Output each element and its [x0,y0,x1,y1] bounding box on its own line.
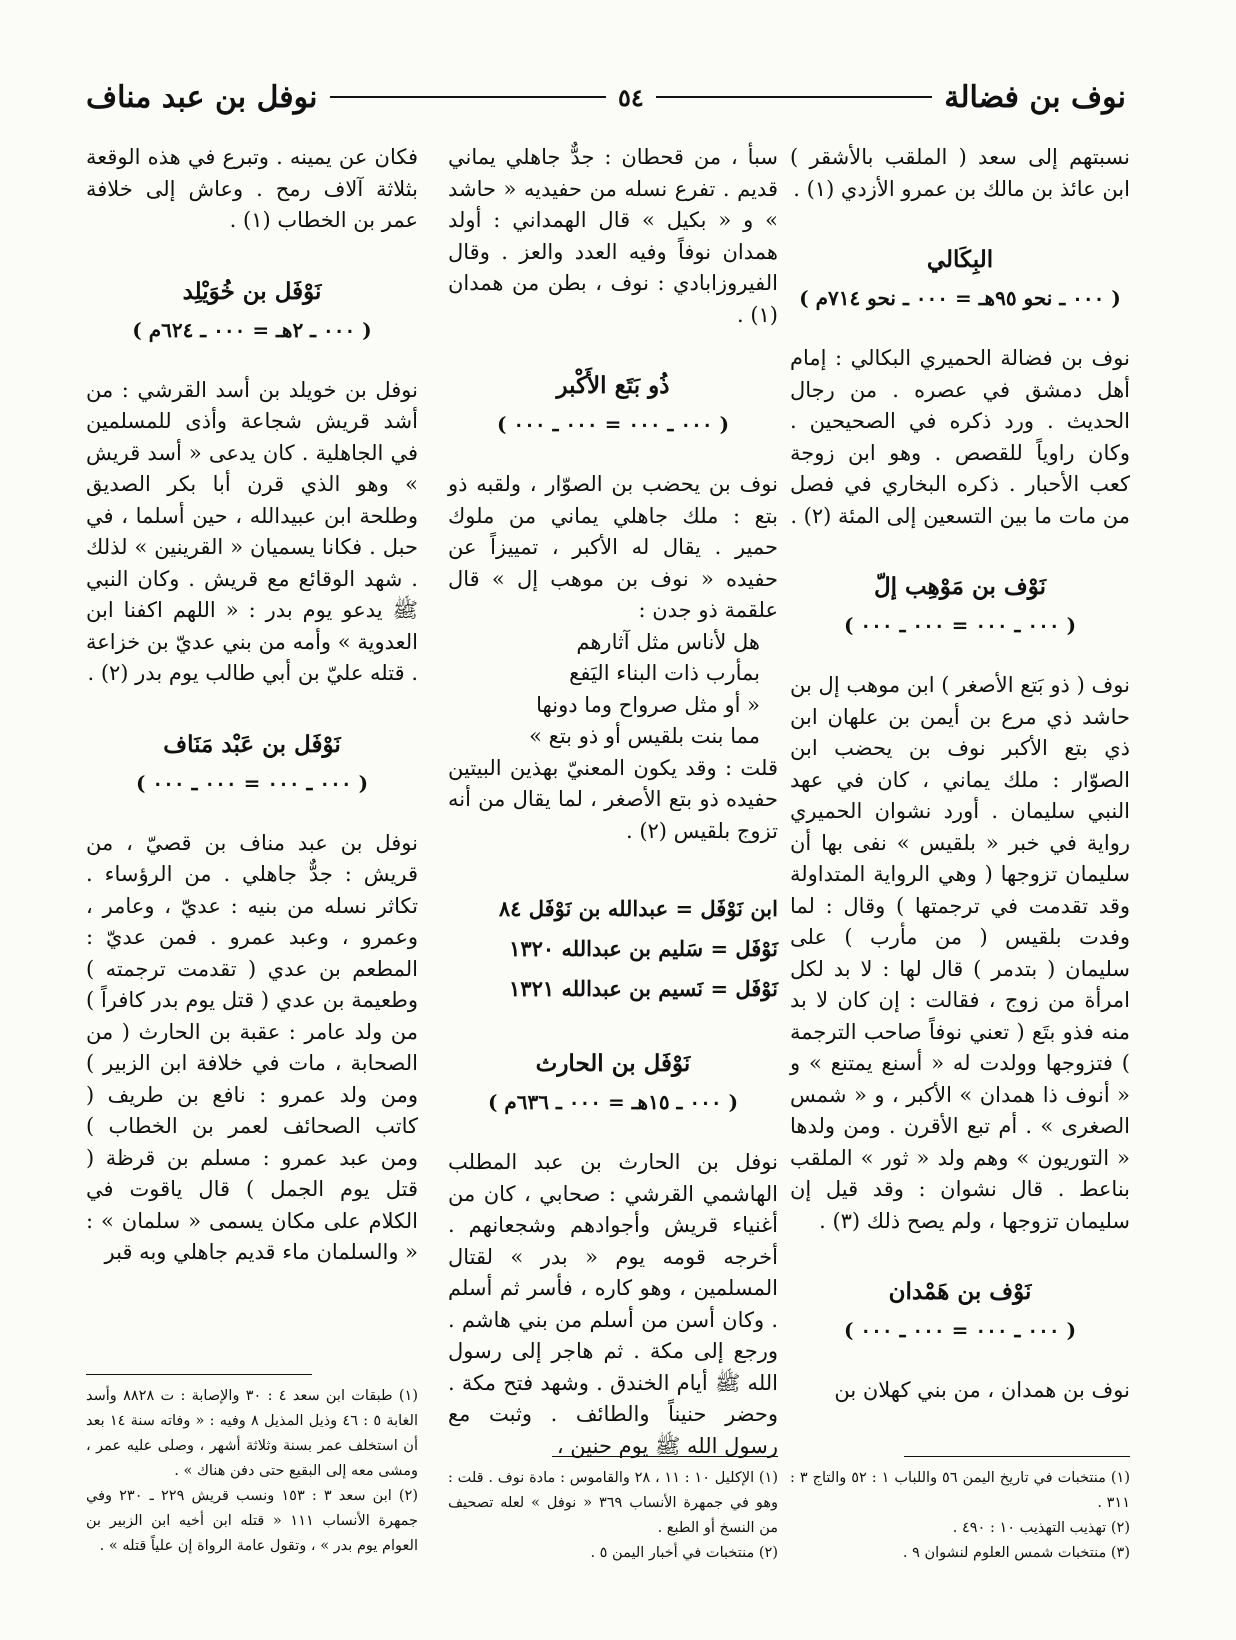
footnote: (١) منتخبات في تاريخ اليمن ٥٦ واللباب ١ : ٥٢ والتاج ٣ : ٣١١ . [790,1470,1130,1511]
left-headword: نوفل بن عبد مناف [86,79,318,115]
poem-verse: بمأرب ذات البناء اليَفع [569,661,760,685]
footnotes-right [790,1466,1130,1566]
cross-references [448,889,778,1009]
entry-body-dhu-bata: نوف بن يحضب بن الصوّار ، ولقبه ذو بتع : ملك جاهلي يماني من ملوك حمير . يقال له الأكبر ، تمييزاً عن حفيده « نوف بن موهب إل » قال علقمة ذو جدن : [448,472,778,622]
entry-dates-nawfal-abd-manaf: ( ٠٠٠ ـ ٠٠٠ = ٠٠٠ ـ ٠٠٠ ) [135,770,369,795]
entry-title-nawfal-abd-manaf: نَوْفَل بن عَبْد مَنَاف [163,730,341,758]
right-headword: نوف بن فضالة [944,79,1126,115]
poem-verse: مما بنت بلقيس أو ذو بتع » [529,724,760,748]
entry-body-nawf-hamdan: نوف بن همدان ، من بني كهلان بن [834,1378,1130,1402]
footnote: (١) الإكليل ١٠ : ١١ ، ٢٨ والقاموس : مادة نوف . قلت : وهو في جمهرة الأنساب ٣٦٩ « نوفل » لعله تصحيف من النسخ أو الطبع . [448,1470,779,1536]
column-left [86,142,418,1269]
entry-dates-nawfal-harith: ( ٠٠٠ ـ ١٥هـ = ٠٠٠ ـ ٦٣٦م ) [487,1090,739,1114]
footnote: (٢) ابن سعد ٣ : ١٥٣ ونسب قريش ٢٢٩ ـ ٢٣٠ وفي جمهرة الأنساب ١١١ « قتله ابن أخيه ابن الزبير بن العوام يوم بدر » ، وتقول عامة الرواة إن علياً قتله » . [86,1488,419,1554]
column-right-intro: نسبتهم إلى سعد ( الملقب بالأشقر ) ابن عائذ بن مالك بن عمرو الأزدي (١) . [790,145,1130,201]
footnote: (٢) تهذيب التهذيب ١٠ : ٤٩٠ . [952,1520,1130,1536]
entry-title-nawfal-harith: نَوْفَل بن الحارث [535,1050,691,1077]
entry-title-nawf-hamdan: نَوْف بن هَمْدان [888,1278,1032,1305]
entry-body-dhu-bata-after: قلت : وقد يكون المعنيّ بهذين البيتين حفيده ذو بتع الأصغر ، لما يقال من أنه تزوج بلقيس (٢) . [448,755,778,843]
entry-dates-nawfal-khuwaylid: ( ٠٠٠ ـ ٢هـ = ٠٠٠ ـ ٦٢٤م ) [132,317,372,342]
entry-body-nawf-mawhib: نوف ( ذو بَتع الأصغر ) ابن موهب إل بن حاشد ذي مرع بن أيمن بن علهان ابن ذي بتع الأكبر نوف بن يحضب ابن الصوّار : ملك يماني ، كان في عهد النبي سليمان . أورد نشوان الحميري رواية في خبر « بلقيس » نفى بها أن سليمان تزوجها ( وهي الرواية المتداولة وقد تقدمت في ترجمتها ) وقال : لما وفدت بلقيس ( من مأرب ) على سليمان ( بتدمر ) قال لها : لا بد لكل امرأة من زوج ، فقالت : إن كان لا بد منه فذو بتَع ( تعني نوفاً صاحب الترجمة ) فتزوجها وولدت له « أسنع يمتنع » و « أنوف ذا همدان » الأكبر ، و « شمس الصغرى » . أم تبع الأقرن . ومن ولدها « التوريون » وهم ولد « ثور » الملقب بناعط . قال نشوان : وقد قيل إن سليمان تزوجها ، ولم يصح ذلك (٣) . [790,673,1130,1233]
entry-title-nawfal-khuwaylid: نَوْفَل بن خُوَيْلِد [182,277,322,305]
entry-dates-bikali: ( ٠٠٠ ـ نحو ٩٥هـ = ٠٠٠ ـ نحو ٧١٤م ) [799,286,1121,310]
footnotes-middle [448,1466,778,1566]
entry-title-nawf-mawhib: نَوْف بن مَوْهِب إلّ [873,573,1047,600]
entry-dates-dhu-bata: ( ٠٠٠ ـ ٠٠٠ = ٠٠٠ ـ ٠٠٠ ) [496,412,730,436]
footnote-rule-left [86,1374,312,1375]
entry-body-nawfal-khuwaylid: نوفل بن خويلد بن أسد القرشي : من أشد قريش شجاعة وأذى للمسلمين في الجاهلية . كان يدعى « أسد قريش » وهو الذي قرن أبا بكر الصديق وطلحة ابن عبيدالله ، حين أسلما ، في حبل . فكانا يسميان « القرينين » لذلك . شهد الوقائع مع قريش . وكان النبي ﷺ يدعو يوم بدر : « اللهم اكفنا ابن العدوية » وأمه من بني عديّ بن خزاعة . قتله عليّ بن أبي طالب يوم بدر (٢) . [86,377,418,685]
footnote-rule-middle [552,1456,778,1457]
poem-verse: « أو مثل صرواح وما دونها [536,692,760,717]
column-right [790,142,1130,1407]
cross-reference: نَوْفَل = سَليم بن عبدالله ١٣٢٠ [509,936,778,961]
column-left-intro: فكان عن يمينه . وتبرع في هذه الوقعة بثلاثة آلاف رمح . وعاش إلى خلافة عمر بن الخطاب (١) . [86,145,418,232]
cross-reference: ابن نَوْفَل = عبدالله بن نَوْفَل ٨٤ [498,896,778,921]
entry-title-dhu-bata: ذُو بَتَع الأَكْبر [556,372,670,399]
footnotes-left [86,1384,418,1559]
running-header [86,72,1126,122]
poem-verse: هل لأناس مثل آثارهم [576,629,760,654]
entry-title-bikali: البِكَالي [926,246,994,273]
page-number: ٥٤ [617,82,644,112]
header-rule-right [656,96,932,98]
column-middle [448,142,778,1462]
entry-dates-nawf-mawhib: ( ٠٠٠ ـ ٠٠٠ = ٠٠٠ ـ ٠٠٠ ) [843,613,1077,637]
entry-body-nawfal-abd-manaf: نوفل بن عبد مناف بن قصيّ ، من قريش : جدٌّ جاهلي . من الرؤساء . تكاثر نسله من بنيه : عديّ ، وعامر ، وعمرو ، وعبد عمرو . فمن عديّ : المطعم بن عدي ( تقدمت ترجمته ) وطعيمة بن عدي ( قتل يوم بدر كافراً ) من ولد عامر : عقبة بن الحارث ( من الصحابة ، مات في خلافة ابن الزبير ) ومن ولد عمرو : نافع بن طريف ( كاتب الصحائف لعمر بن الخطاب ) ومن عبد عمرو : مسلم بن قرظة ( قتل يوم الجمل ) قال ياقوت في الكلام على مكان يسمى « سلمان » : « والسلمان ماء قديم جاهلي وبه قبر [86,830,418,1264]
footnote: (٢) منتخبات في أخبار اليمن ٥ . [590,1545,778,1561]
entry-body-nawfal-harith: نوفل بن الحارث بن عبد المطلب الهاشمي القرشي : صحابي ، كان من أغنياء قريش وأجوادهم وشجعانهم . أخرجه قومه يوم « بدر » لقتال المسلمين ، وهو كاره ، فأسر ثم أسلم . وكان أسن من أسلم من بني هاشم . ورجع إلى مكة . ثم هاجر إلى رسول الله ﷺ أيام الخندق . وشهد فتح مكة . وحضر حنيناً والطائف . وثبت مع رسول الله ﷺ يوم حنين ، [448,1150,778,1458]
entry-dates-nawf-hamdan: ( ٠٠٠ ـ ٠٠٠ = ٠٠٠ ـ ٠٠٠ ) [843,1318,1077,1342]
footnote: (٣) منتخبات شمس العلوم لنشوان ٩ . [902,1545,1130,1561]
entry-body-bikali: نوف بن فضالة الحميري البكالي : إمام أهل دمشق في عصره . من رجال الحديث . ورد ذكره في الصحيحين . وكان راوياً للقصص . وهو ابن زوجة كعب الأحبار . ذكره البخاري في فصل من مات ما بين التسعين إلى المئة (٢) . [790,346,1130,528]
footnote: (١) طبقات ابن سعد ٤ : ٣٠ والإصابة : ت ٨٨٢٨ وأسد الغابة ٥ : ٤٦ وذيل المذيل ٨ وفيه : « وفاته سنة ١٤ بعد أن استخلف عمر بسنة وثلاثة أشهر ، وصلى عليه عمر ، ومشى معه إلى البقيع حتى دفن هناك » . [86,1388,418,1479]
header-rule-left [330,96,606,98]
column-middle-intro: سبأ ، من قحطان : جدٌّ جاهلي يماني قديم . تفرع نسله من حفيديه « حاشد » و « بكيل » قال الهمداني : أولد همدان نوفاً وفيه العدد والعز . وقال الفيروزابادي : نوف ، بطن من همدان (١) . [448,145,778,327]
cross-reference: نَوْفَل = نَسيم بن عبدالله ١٣٢١ [509,976,778,1001]
footnote-rule-right [904,1456,1130,1457]
